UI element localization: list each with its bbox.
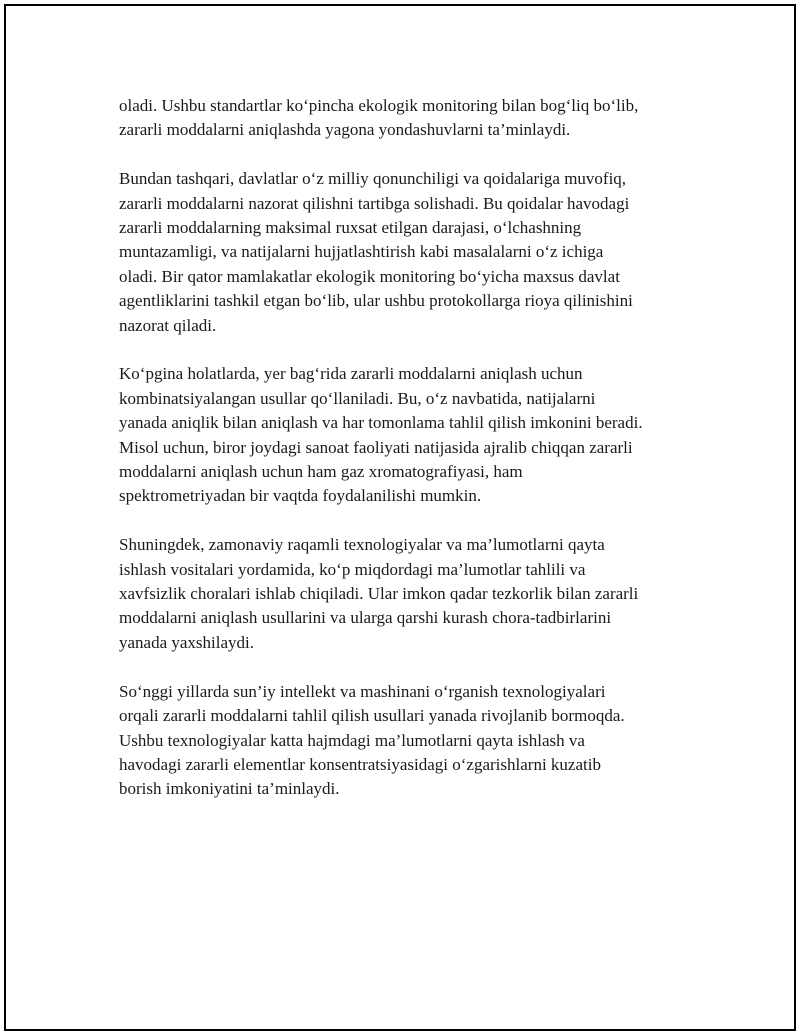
paragraph-5: So‘nggi yillarda sun’iy intellekt va mashinani o‘rganish texnologiyalari orqali zararli moddalarni tahlil qilish usullari yanada rivojlanib bormoqda. Ushbu texnologiyalar katta hajmdagi ma’lumotlarni qayta ishlash va havodagi zararli elementlar konsentratsiyasidagi o‘zgarishlarni kuzatib borish imkoniyatini ta’minlaydi. <box>119 681 625 799</box>
document-body <box>119 94 709 826</box>
paragraph-2: Bundan tashqari, davlatlar o‘z milliy qonunchiligi va qoidalariga muvofiq, zararli moddalarni nazorat qilishni tartibga solishadi. Bu qoidalar havodagi zararli moddalarning maksimal ruxsat etilgan darajasi, o‘lchashning muntazamligi, va natijalarni hujjatlashtirish kabi masalalarni o‘z ichiga oladi. Bir qator mamlakatlar ekologik monitoring bo‘yicha maxsus davlat agentliklarini tashkil etgan bo‘lib, ular ushbu protokollarga rioya qilinishini nazorat qiladi. <box>119 169 633 335</box>
page-frame <box>4 4 796 1031</box>
paragraph-1: oladi. Ushbu standartlar ko‘pincha ekologik monitoring bilan bog‘liq bo‘lib, zararli moddalarni aniqlashda yagona yondashuvlarni ta’minlaydi. <box>119 96 639 140</box>
paragraph-4: Shuningdek, zamonaviy raqamli texnologiyalar va ma’lumotlarni qayta ishlash vositalari yordamida, ko‘p miqdordagi ma’lumotlar tahlili va xavfsizlik choralari ishlab chiqiladi. Ular imkon qadar tezkorlik bilan zararli moddalarni aniqlash usullarini va ularga qarshi kurash chora-tadbirlarini yanada yaxshilaydi. <box>119 535 639 652</box>
paragraph-3: Ko‘pgina holatlarda, yer bag‘rida zararli moddalarni aniqlash uchun kombinatsiyalangan usullar qo‘llaniladi. Bu, o‘z navbatida, natijalarni yanada aniqlik bilan aniqlash va har tomonlama tahlil qilish imkonini beradi. Misol uchun, biror joydagi sanoat faoliyati natijasida ajralib chiqqan zararli moddalarni aniqlash uchun ham gaz xromatografiyasi, ham spektrometriyadan bir vaqtda foydalanilishi mumkin. <box>119 364 643 506</box>
